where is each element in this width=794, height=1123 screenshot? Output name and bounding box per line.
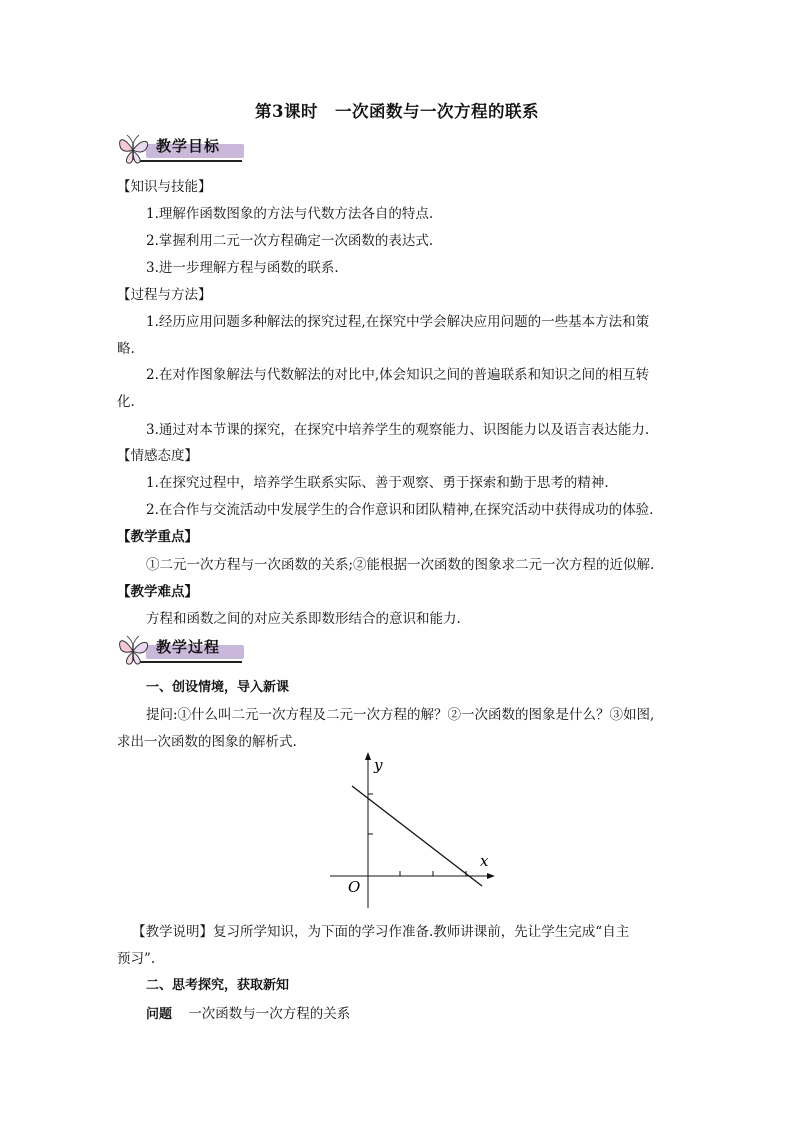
knowledge-item-3: 3.进一步理解方程与函数的联系.	[146, 260, 339, 276]
function-graph	[326, 752, 496, 912]
problem-text: 一次函数与一次方程的关系	[188, 1006, 351, 1022]
y-axis-label: y	[374, 756, 383, 774]
section-1-heading: 一、创设情境，导入新课	[146, 680, 290, 695]
teaching-note-line-1: 【教学说明】复习所学知识，为下面的学习作准备.教师讲课前，先让学生完成“自主	[132, 924, 630, 940]
section-banner-process	[116, 633, 246, 669]
y-axis-arrow	[365, 752, 371, 760]
process-item-1-line2: 略.	[117, 341, 135, 357]
knowledge-item-1: 1.理解作函数图象的方法与代数方法各自的特点.	[146, 206, 434, 222]
butterfly-icon	[116, 633, 152, 669]
process-item-2-line2: 化.	[117, 394, 135, 410]
function-line	[352, 786, 482, 886]
key-points-text: ①二元一次方程与一次函数的关系;②能根据一次函数的图象求二元一次方程的近似解.	[146, 557, 655, 573]
heading-key-points: 【教学重点】	[117, 529, 198, 545]
heading-process-method: 【过程与方法】	[117, 287, 212, 303]
heading-attitude: 【情感态度】	[117, 448, 198, 464]
knowledge-item-2: 2.掌握利用二元一次方程确定一次函数的表达式.	[146, 233, 434, 249]
heading-knowledge: 【知识与技能】	[117, 179, 212, 195]
process-item-3: 3.通过对本节课的探究，在探究中培养学生的观察能力、识图能力以及语言表达能力.	[146, 422, 650, 438]
section-2-heading: 二、思考探究，获取新知	[146, 978, 290, 993]
heading-difficulties: 【教学难点】	[117, 584, 198, 600]
x-axis-label: x	[480, 852, 489, 870]
banner-label: 教学目标	[156, 137, 221, 155]
attitude-item-2: 2.在合作与交流活动中发展学生的合作意识和团队精神,在探究活动中获得成功的体验.	[146, 502, 654, 518]
process-item-2-line1: 2.在对作图象解法与代数解法的对比中,体会知识之间的普遍联系和知识之间的相互转	[146, 367, 650, 383]
question-line-2: 求出一次函数的图象的解析式.	[117, 734, 297, 750]
question-line-1: 提问:①什么叫二元一次方程及二元一次方程的解？②一次函数的图象是什么？③如图,	[146, 707, 655, 723]
problem-label: 问题	[146, 1007, 173, 1022]
teaching-note-line-2: 预习”.	[117, 951, 156, 967]
process-item-1-line1: 1.经历应用问题多种解法的探究过程,在探究中学会解决应用问题的一些基本方法和策	[146, 314, 650, 330]
section-banner-objectives	[116, 132, 246, 168]
origin-label: O	[348, 878, 361, 896]
problem-line	[146, 1002, 350, 1022]
x-axis-arrow	[487, 873, 495, 879]
banner-label: 教学过程	[156, 638, 221, 656]
difficulties-text: 方程和函数之间的对应关系即数形结合的意识和能力.	[146, 611, 461, 627]
butterfly-icon	[116, 132, 152, 168]
attitude-item-1: 1.在探究过程中，培养学生联系实际、善于观察、勇于探索和勤于思考的精神.	[146, 475, 609, 491]
page-title: 第3课时 一次函数与一次方程的联系	[255, 102, 539, 121]
